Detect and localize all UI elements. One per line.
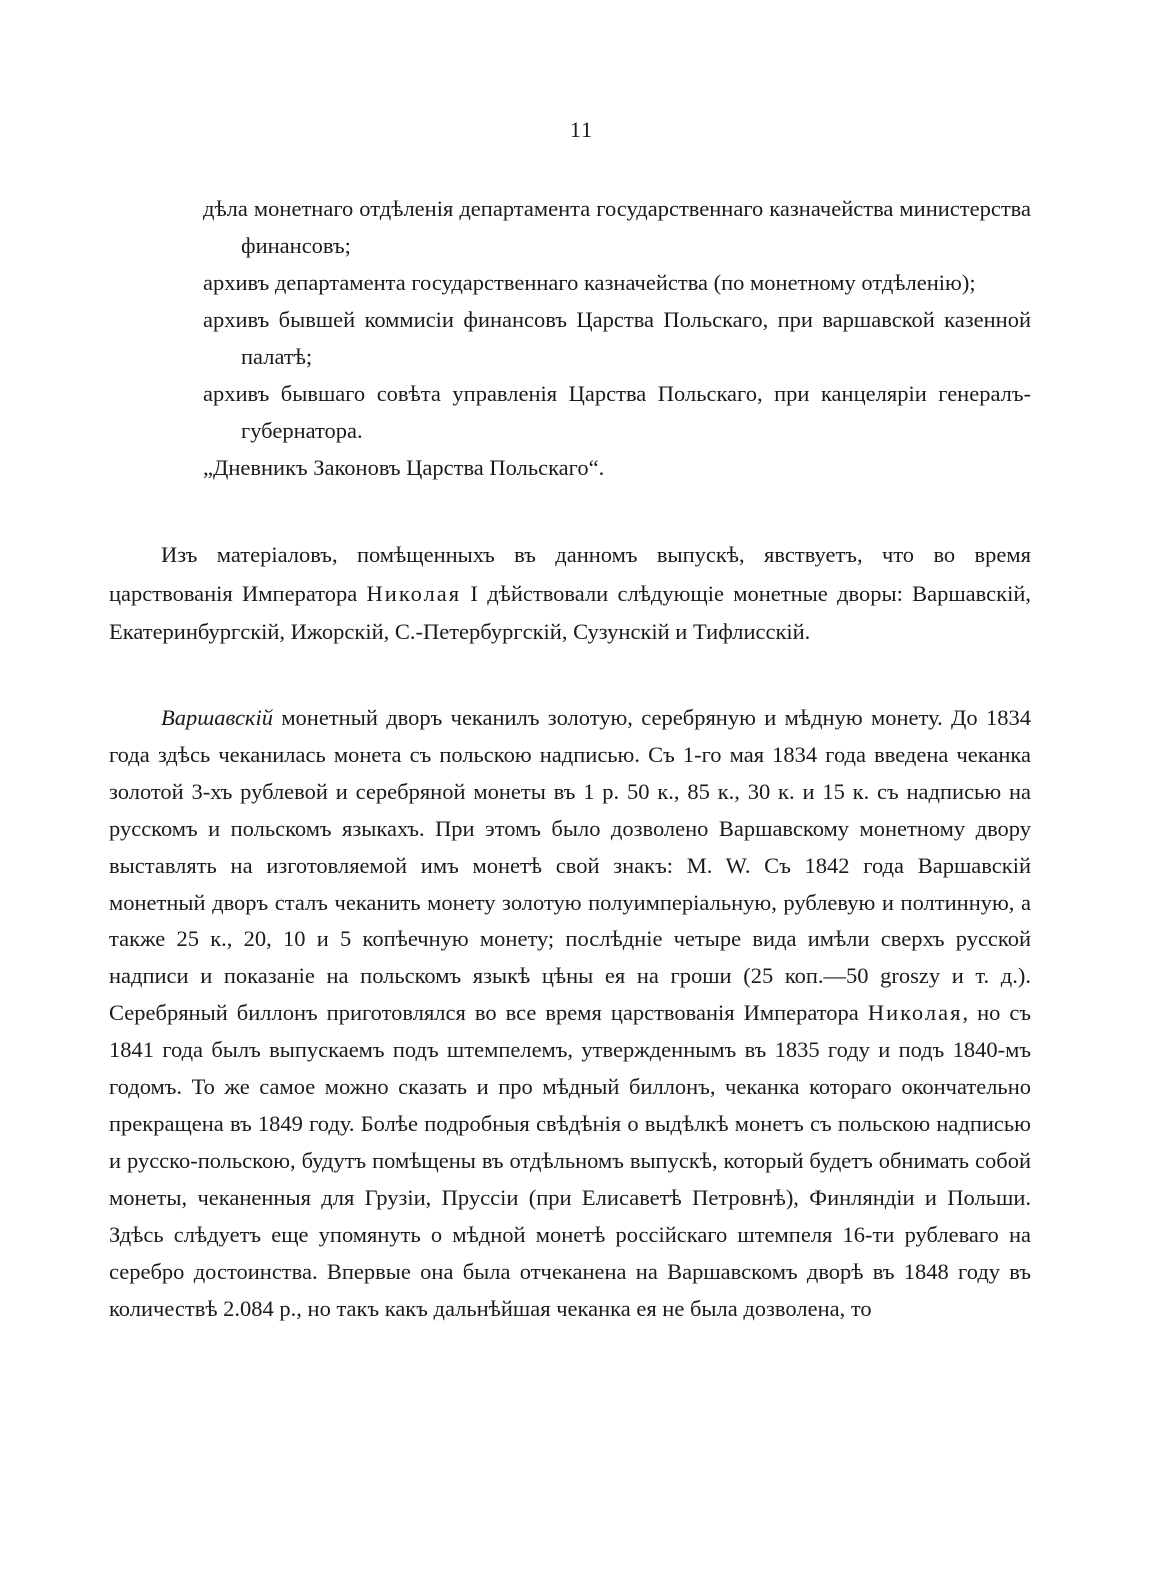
list-item: „Дневникъ Законовъ Царства Польскаго“.	[203, 455, 605, 480]
list-item: архивъ бывшей коммисіи финансовъ Царства Польскаго, при варшавской казенной палатѣ;	[203, 307, 1031, 369]
list-item: архивъ бывшаго совѣта управленія Царства Польскаго, при канцеляріи генералъ-губернатора.	[203, 381, 1031, 443]
emperor-name: Николая	[867, 1000, 963, 1026]
paragraph-text: I дѣйствовали слѣдующіе монетные дворы: Варшавскій, Екатеринбургскій, Ижорскій, С.-Петербургскій, Сузунскій и Тифлисскій.	[109, 580, 1031, 644]
paragraph-text: , но съ 1841 года былъ выпускаемъ подъ штемпелемъ, утвержденнымъ въ 1835 году и подъ 1840-мъ годомъ. То же самое можно сказать и про мѣдный биллонъ, чеканка котораго окончательно прекращена въ 1849 году. Болѣе подробныя свѣдѣнія о выдѣлкѣ монетъ съ польскою надписью и русско-польскою, будутъ помѣщены въ отдѣльномъ выпускѣ, который будетъ обнимать собой монеты, чеканенныя для Грузіи, Пруссіи (при Елисаветѣ Петровнѣ), Финляндіи и Польши. Здѣсь слѣдуетъ еще упомянуть о мѣдной монетѣ россійскаго штемпеля 16-ти рублеваго на серебро достоинства. Впервые она была отчеканена на Варшавскомъ дворѣ въ 1848 году въ количествѣ 2.084 р., но такъ какъ дальнѣйшая чеканка ея не была дозволена, то	[109, 1000, 1032, 1321]
paragraph-text: Изъ матеріаловъ, помѣщенныхъ въ данномъ выпускѣ, явствуетъ, что во время царствованія Императора	[109, 542, 1031, 606]
mints-intro-paragraph	[109, 536, 1031, 652]
list-item: архивъ департамента государственнаго казначейства (по монетному отдѣленію);	[203, 270, 976, 295]
emperor-name: Николая	[366, 580, 462, 606]
warsaw-mint-paragraph	[109, 700, 1031, 1327]
page-number: 11	[569, 117, 594, 142]
archive-source-list	[203, 190, 1031, 486]
mint-name-italic: Варшавскій	[161, 705, 273, 730]
list-item: дѣла монетнаго отдѣленія департамента государственнаго казначейства министерства финансовъ;	[203, 196, 1031, 258]
paragraph-text: монетный дворъ чеканилъ золотую, серебряную и мѣдную монету. До 1834 года здѣсь чеканилась монета съ польскою надписью. Съ 1-го мая 1834 года введена чеканка золотой 3-хъ рублевой и серебряной монеты въ 1 р. 50 к., 85 к., 30 к. и 15 к. съ надписью на русскомъ и польскомъ языкахъ. При этомъ было дозволено Варшавскому монетному двору выставлять на изготовляемой имъ монетѣ свой знакъ: M. W. Съ 1842 года Варшавскій монетный дворъ сталъ чеканить монету золотую полуимперіальную, рублевую и полтинную, а также 25 к., 20, 10 и 5 копѣечную монету; послѣдніе четыре вида имѣли сверхъ русской надписи и показаніе на польскомъ языкѣ цѣны ея на гроши (25 коп.—50 groszy и т. д.). Серебряный биллонъ приготовлялся во все время царствованія Императора	[109, 705, 1031, 1026]
